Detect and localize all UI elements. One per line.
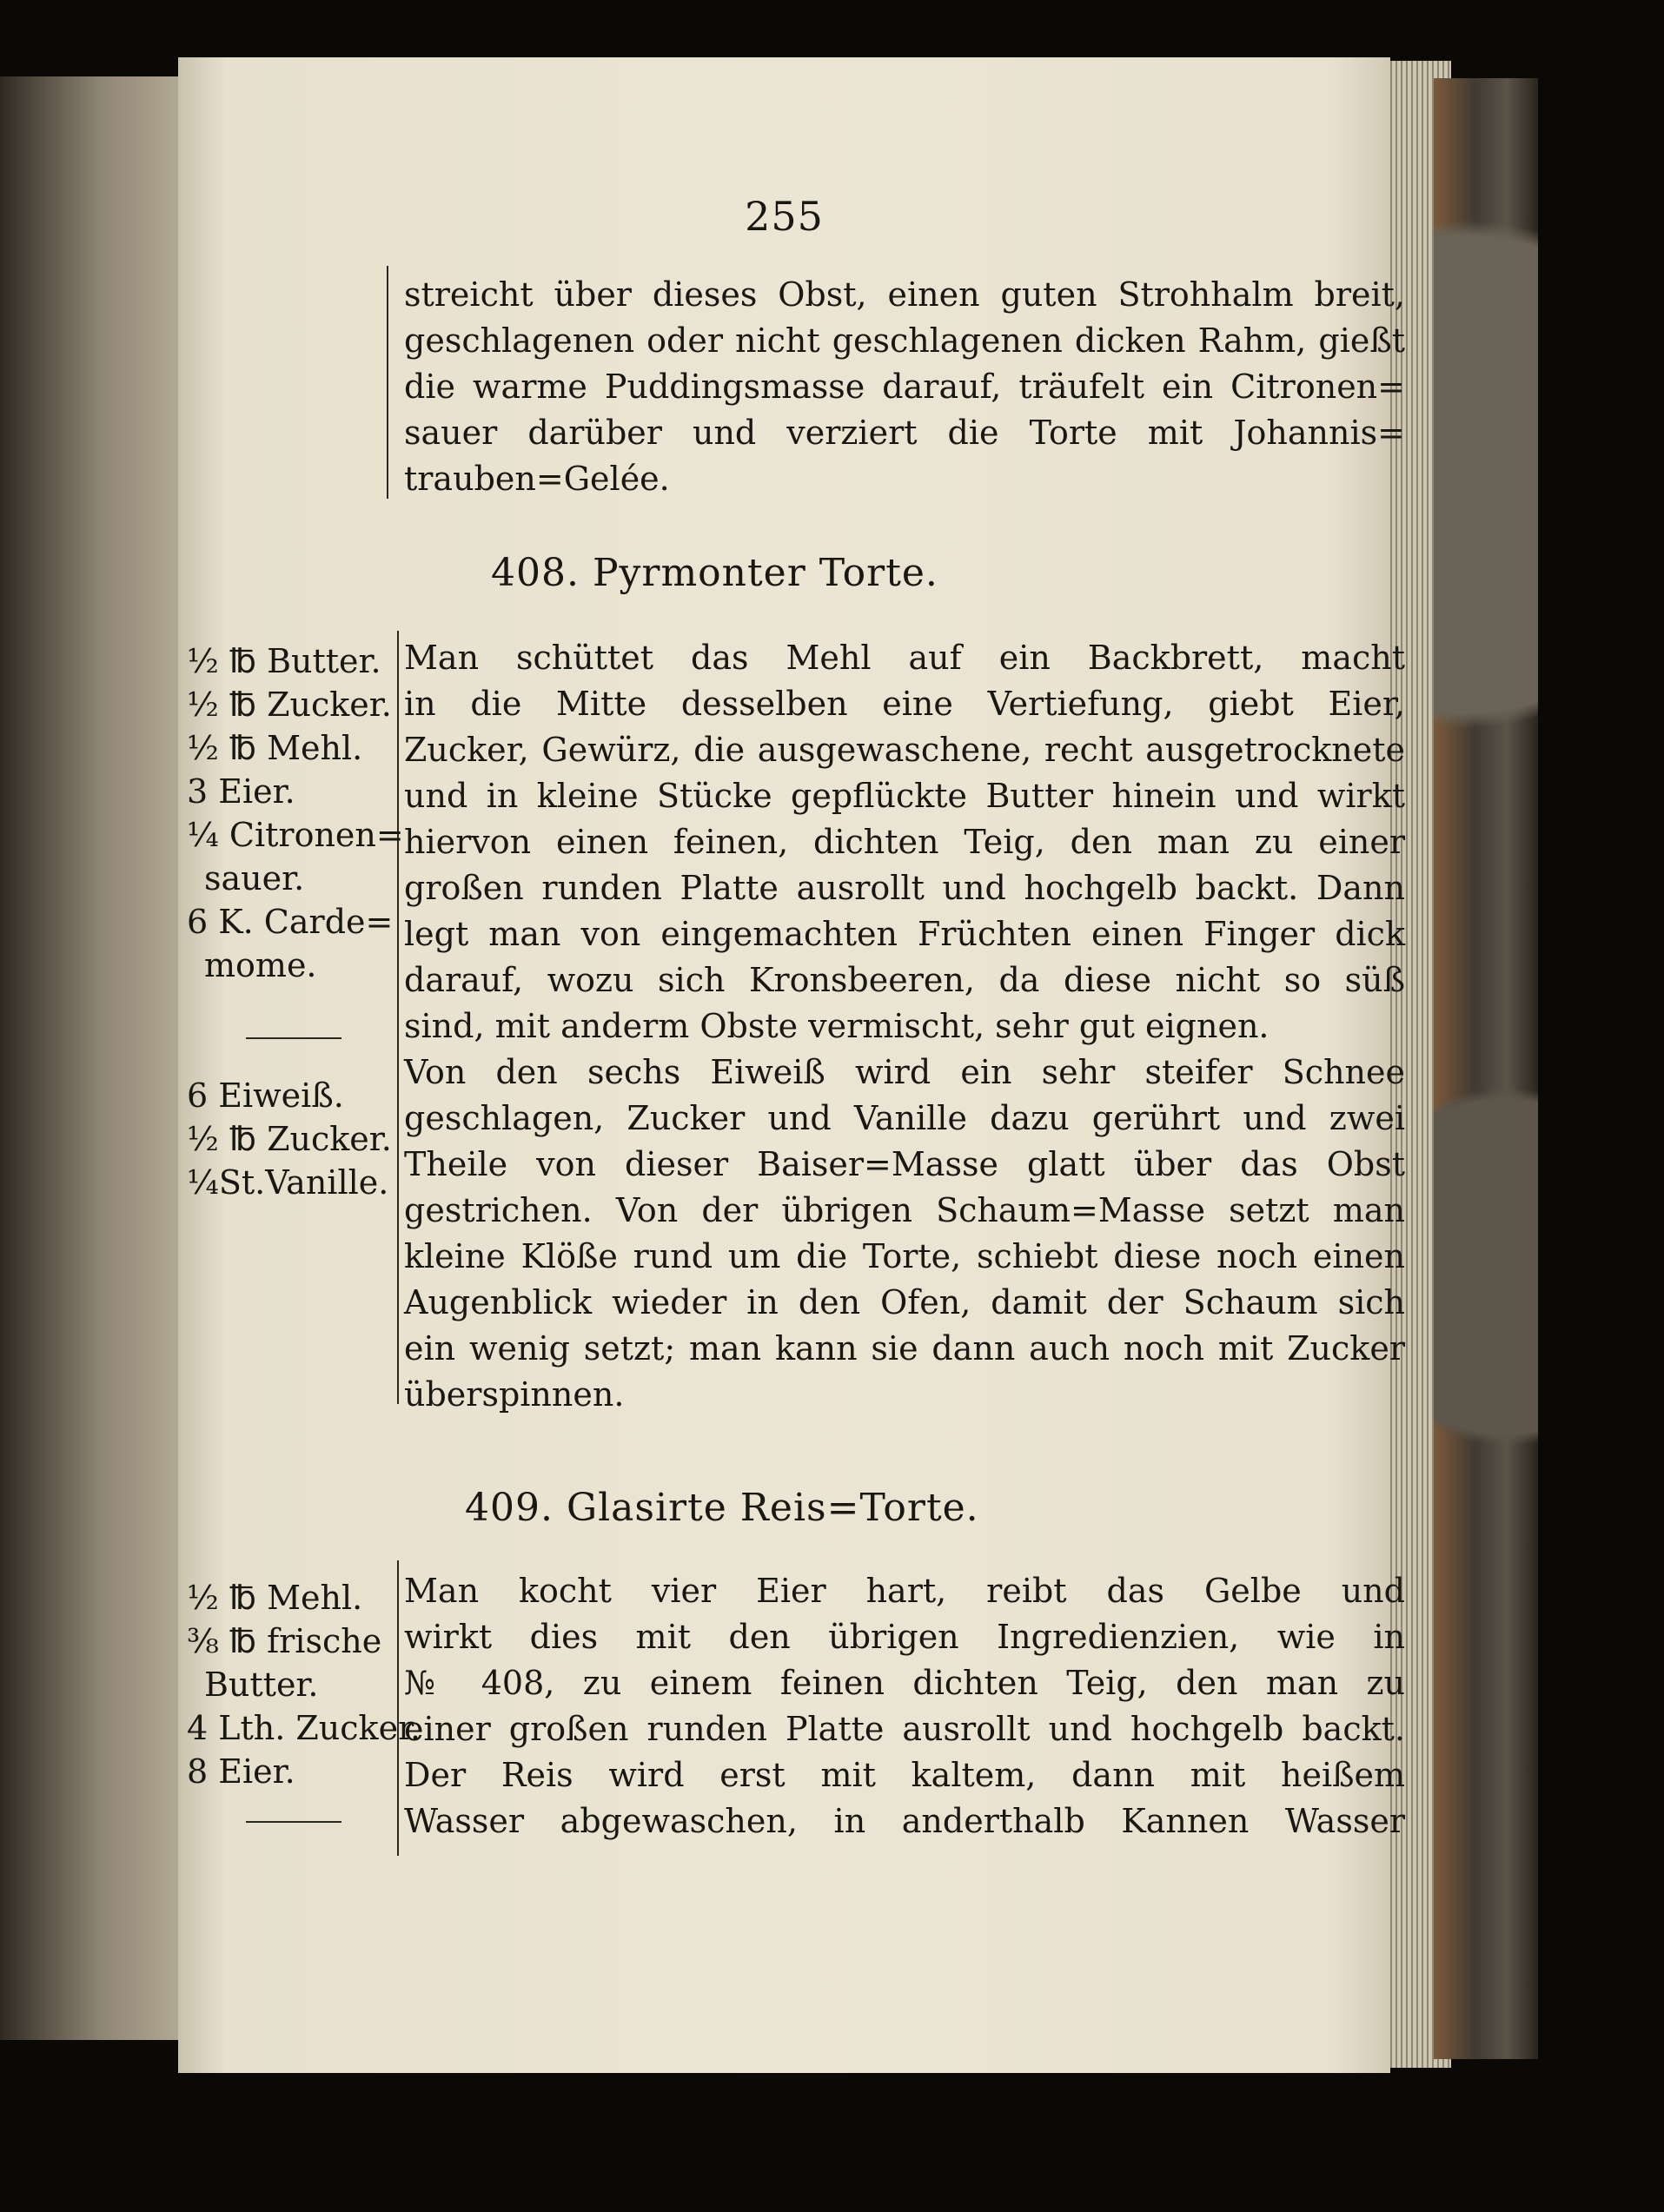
text-line: № 408, zu einem feinen dichten Teig, den man zu	[404, 1664, 1405, 1702]
margin-rule	[387, 266, 388, 499]
book-cover	[1434, 78, 1538, 2059]
text-line: Man schüttet das Mehl auf ein Backbrett, macht	[404, 639, 1405, 677]
left-page-edge	[0, 76, 182, 2040]
ingredient: 6 K. Carde=	[187, 903, 394, 941]
ingredient: ¼ Citronen=	[187, 816, 404, 854]
recipe-heading-409: 409. Glasirte Reis=Torte.	[465, 1486, 979, 1530]
text-line: die warme Puddingsmasse darauf, träufelt ein Citronen=	[404, 368, 1405, 406]
ingredient: mome.	[204, 946, 317, 984]
text-line: ein wenig setzt; man kann sie dann auch noch mit Zucker	[404, 1329, 1405, 1368]
text-line: wirkt dies mit den übrigen Ingredienzien, wie in	[404, 1618, 1405, 1656]
text-line: gestrichen. Von der übrigen Schaum=Masse setzt man	[404, 1191, 1405, 1229]
text-line: und in kleine Stücke gepflückte Butter hinein und wirkt	[404, 777, 1405, 815]
text-line: darauf, wozu sich Kronsbeeren, da diese nicht so süß	[404, 961, 1405, 999]
ingredient: sauer.	[204, 859, 305, 897]
text-line: Augenblick wieder in den Ofen, damit der Schaum sich	[404, 1283, 1405, 1321]
ingredient: 8 Eier.	[187, 1752, 295, 1791]
recipe-heading-408: 408. Pyrmonter Torte.	[491, 551, 938, 595]
text-line: sind, mit anderm Obste vermischt, sehr gut eignen.	[404, 1007, 1270, 1045]
text-line: geschlagenen oder nicht geschlagenen dicken Rahm, gießt	[404, 321, 1405, 360]
ingredient: 6 Eiweiß.	[187, 1076, 344, 1115]
text-line: überspinnen.	[404, 1375, 625, 1414]
ingredient: 3 Eier.	[187, 772, 295, 811]
text-line: Der Reis wird erst mit kaltem, dann mit heißem	[404, 1756, 1405, 1794]
text-line: Zucker, Gewürz, die ausgewaschene, recht ausgetrocknete	[404, 731, 1405, 769]
ingredient: ½ ℔ Zucker.	[187, 685, 392, 724]
ingredient: 4 Lth. Zucker.	[187, 1709, 421, 1747]
ingredient: ½ ℔ Zucker.	[187, 1120, 392, 1158]
ingredient-separator	[246, 1821, 341, 1823]
text-line: trauben=Gelée.	[404, 460, 670, 498]
text-line: großen runden Platte ausrollt und hochgelb backt. Dann	[404, 869, 1405, 907]
ingredient: ¼St.Vanille.	[187, 1163, 389, 1202]
text-line: in die Mitte desselben eine Vertiefung, giebt Eier,	[404, 685, 1405, 723]
text-line: Von den sechs Eiweiß wird ein sehr steifer Schnee	[404, 1053, 1405, 1091]
text-line: streicht über dieses Obst, einen guten Strohhalm breit,	[404, 275, 1405, 314]
text-line: sauer darüber und verziert die Torte mit Johannis=	[404, 414, 1405, 452]
margin-rule	[397, 631, 399, 1404]
ingredient-separator	[246, 1037, 341, 1039]
text-line: kleine Klöße rund um die Torte, schiebt diese noch einen	[404, 1237, 1405, 1275]
text-line: legt man von eingemachten Früchten einen Finger dick	[404, 915, 1405, 953]
ingredient: ⅜ ℔ frische	[187, 1622, 382, 1660]
text-line: Theile von dieser Baiser=Masse glatt über das Obst	[404, 1145, 1405, 1183]
page-number: 255	[745, 193, 824, 240]
text-line: einer großen runden Platte ausrollt und hochgelb backt.	[404, 1710, 1405, 1748]
text-line: Wasser abgewaschen, in anderthalb Kannen Wasser	[404, 1802, 1405, 1840]
ingredient: Butter.	[204, 1666, 319, 1704]
book-page	[178, 57, 1405, 2073]
text-line: Man kocht vier Eier hart, reibt das Gelbe und	[404, 1572, 1405, 1610]
margin-rule	[397, 1560, 399, 1856]
text-line: geschlagen, Zucker und Vanille dazu gerührt und zwei	[404, 1099, 1405, 1137]
ingredient: ½ ℔ Mehl.	[187, 729, 363, 767]
ingredient: ½ ℔ Mehl.	[187, 1579, 363, 1617]
text-line: hiervon einen feinen, dichten Teig, den man zu einer	[404, 823, 1405, 861]
ingredient: ½ ℔ Butter.	[187, 642, 381, 680]
